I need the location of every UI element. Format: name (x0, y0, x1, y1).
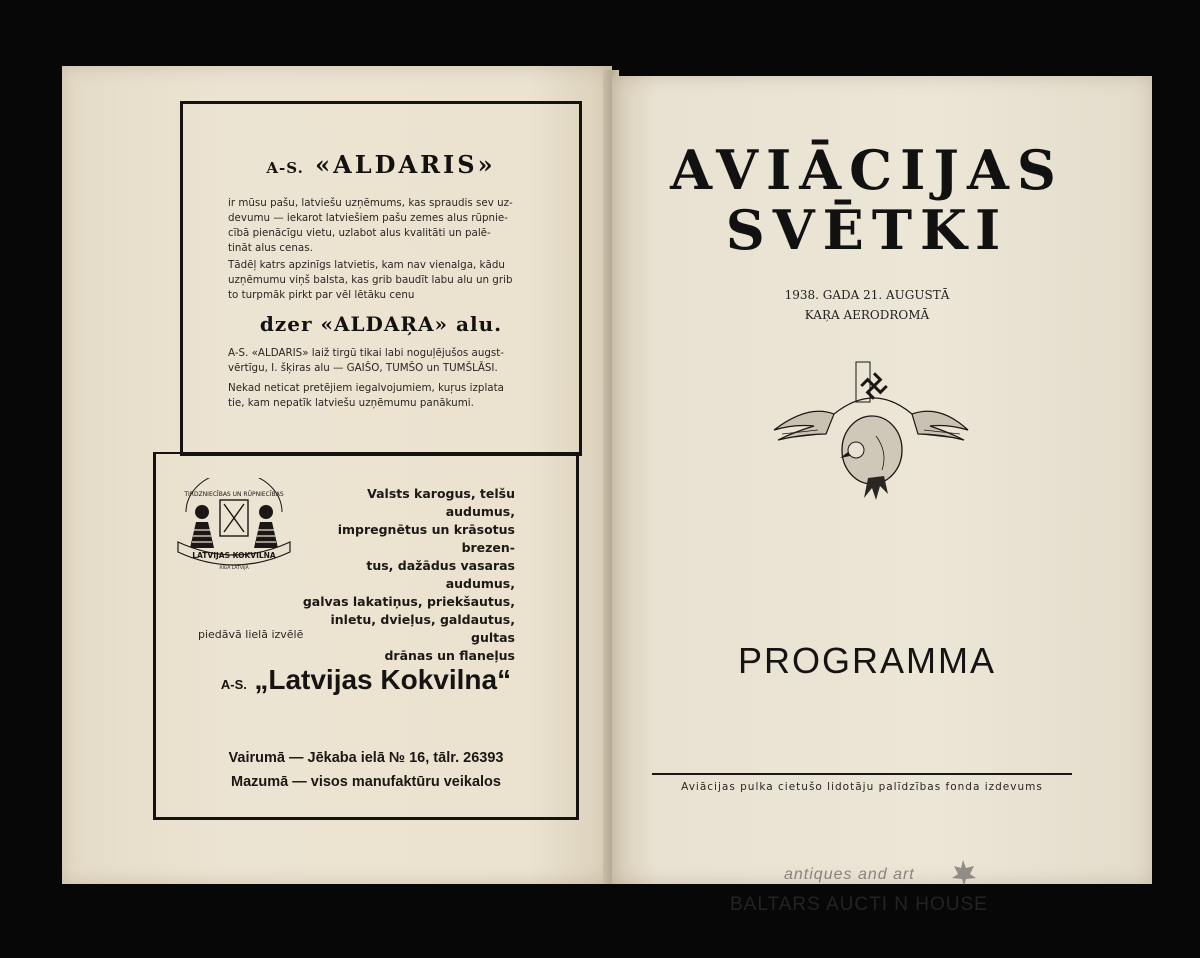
product-line: galvas lakatiņus, priekšautus, (302, 594, 515, 609)
product-line: impregnētus un krāsotus brezen- (337, 522, 515, 555)
kokvilna-name: „Latvijas Kokvilna“ (254, 664, 512, 695)
aldaris-intro-line: devumu — iekarot latviešiem pašu zemes alus rūpnie- (228, 212, 508, 224)
maple-leaf-icon (948, 858, 978, 888)
watermark-line-2: BALTARS AUCTI N HOUSE (730, 894, 988, 915)
aldaris-fourth-line: Nekad neticat pretējiem iegalvojumiem, kuŗus izplata (228, 382, 504, 394)
program-title: PROGRAMMA (737, 640, 996, 681)
auction-watermark (730, 864, 1150, 924)
publisher-note: Aviācijas pulka cietušo lidotāju palīdzības fonda izdevums (681, 781, 1043, 793)
title-line-1: AVIĀCIJAS (670, 138, 1064, 202)
product-line: drānas un flaneļus (384, 648, 515, 663)
aldaris-second-line: Tādēļ katrs apzinīgs latvietis, kam nav vienalga, kādu (228, 259, 505, 271)
product-line: tus, dažādus vasaras audumus, (366, 558, 515, 591)
title-line-2: SVĒTKI (725, 198, 1009, 262)
retail-line: Mazumā — visos manufaktūru veikalos (231, 774, 501, 790)
watermark-line-1: antiques and art (784, 866, 915, 883)
eagle-emblem-icon (764, 356, 974, 506)
aldaris-intro-line: tināt alus cenas. (228, 242, 313, 254)
aldaris-intro-line: ir mūsu pašu, latviešu uzņēmums, kas spraudis sev uz- (228, 197, 513, 209)
event-date: 1938. GADA 21. AUGUSTĀ (784, 288, 950, 302)
aldaris-heading (180, 150, 582, 179)
aldaris-fourth (228, 381, 528, 411)
logo-banner-text: LATVIJAS KOKVILNA (192, 551, 276, 560)
aldaris-third-line: A-S. «ALDARIS» laiž tirgū tikai labi noguļējušos augst- (228, 347, 505, 359)
kokvilna-addresses (153, 746, 579, 794)
kokvilna-prefix: A-S. (220, 677, 247, 692)
product-line: Valsts karogus, telšu audumus, (367, 486, 515, 519)
wholesale-line: Vairumā — Jēkaba ielā № 16, tālr. 26393 (228, 750, 504, 766)
aldaris-second-line: uzņēmumu viņš balsta, kas grib baudīt labu alu un grib (228, 274, 513, 286)
event-place: KAŖA AERODROMĀ (804, 308, 930, 322)
logo-city-text: RĪGĀ LATVIJĀ (219, 566, 249, 571)
logo-arc-text: TIRDZNIECĪBAS UN RŪPNIECĪBAS (184, 491, 284, 498)
aldaris-second-line: to turpmāk pirkt par vēl lētāku cenu (228, 289, 415, 301)
aldaris-second (228, 258, 528, 303)
aldaris-slogan: dzer «ALDAŖA» alu. (259, 312, 503, 336)
kokvilna-product-list (300, 485, 515, 665)
aldaris-third (228, 346, 528, 376)
kokvilna-offer: piedāvā lielā izvēlē (198, 628, 304, 641)
aldaris-intro (228, 196, 528, 256)
aldaris-fourth-line: tie, kam nepatīk latviešu uzņēmumu panākumi. (228, 397, 474, 409)
aldaris-third-line: vērtīgu, I. šķiras alu — GAIŠO, TUMŠO un TUMŠLĀSI. (228, 362, 498, 374)
kokvilna-company (153, 664, 579, 696)
aldaris-prefix: A-S. (266, 159, 304, 177)
aldaris-brand: «ALDARIS» (315, 150, 496, 179)
aldaris-intro-line: cībā pienācīgu vietu, uzlabot alus kvalitāti un palē- (228, 227, 491, 239)
publisher-rule (652, 773, 1072, 775)
product-line: inletu, dvieļus, galdautus, gultas (330, 612, 515, 645)
kokvilna-logo-icon (172, 478, 296, 574)
